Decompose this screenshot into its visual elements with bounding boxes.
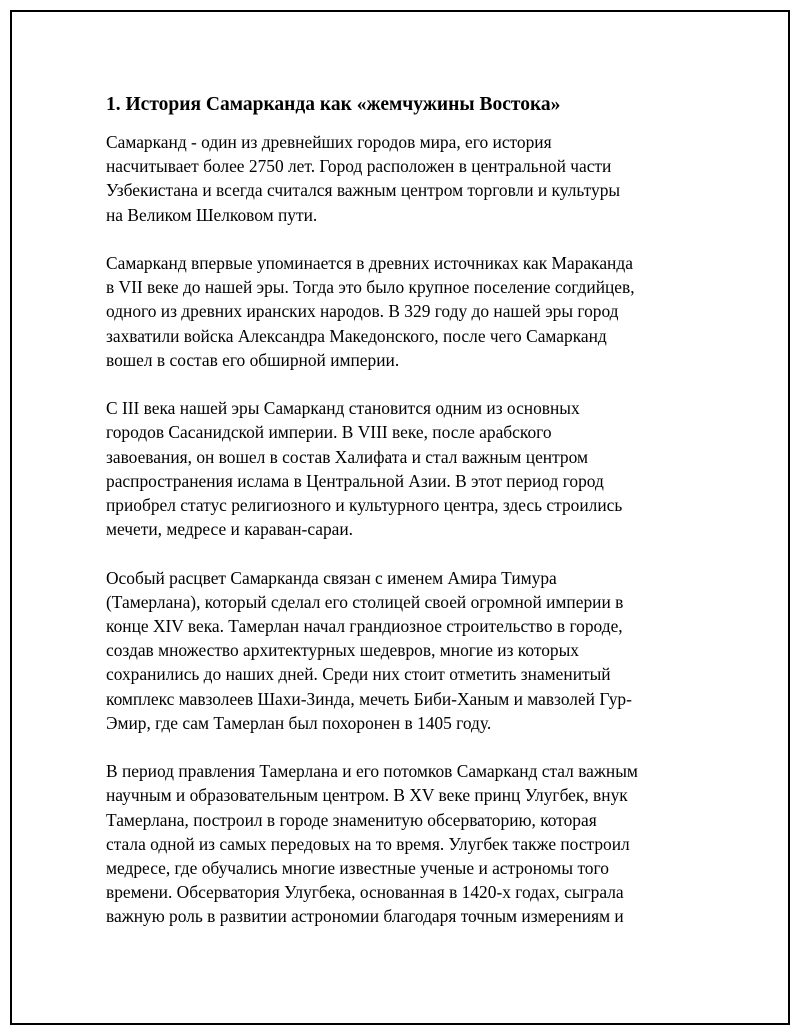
paragraph-4 xyxy=(106,566,686,735)
text-line: (Тамерлана), который сделал его столицей своей огромной империи в xyxy=(106,591,624,612)
paragraph-2 xyxy=(106,251,686,372)
text-line: важную роль в развитии астрономии благодаря точным измерениям и xyxy=(106,906,624,927)
text-line: создав множество архитектурных шедевров, многие из которых xyxy=(106,640,579,661)
text-line: одного из древних иранских народов. В 329 году до нашей эры город xyxy=(106,301,619,322)
text-line: сохранились до наших дней. Среди них стоит отметить знаменитый xyxy=(106,664,611,685)
text-line: стала одной из самых передовых на то время. Улугбек также построил xyxy=(106,833,630,854)
text-line: насчитывает более 2750 лет. Город расположен в центральной части xyxy=(106,156,612,177)
text-line: конце XIV века. Тамерлан начал грандиозное строительство в городе, xyxy=(106,616,623,637)
paragraph-1 xyxy=(106,130,686,227)
text-line: в VII веке до нашей эры. Тогда это было крупное поселение согдийцев, xyxy=(106,277,635,298)
text-line: захватили войска Александра Македонского, после чего Самарканд xyxy=(106,325,607,346)
text-line: Тамерлана, построил в городе знаменитую обсерваторию, которая xyxy=(106,809,597,830)
text-line: Эмир, где сам Тамерлан был похоронен в 1405 году. xyxy=(106,712,492,733)
text-line: приобрел статус религиозного и культурного центра, здесь строились xyxy=(106,495,623,516)
text-line: завоевания, он вошел в состав Халифата и стал важным центром xyxy=(106,446,588,467)
text-line: мечети, медресе и караван-сараи. xyxy=(106,519,354,540)
paragraph-5 xyxy=(106,759,686,928)
text-line: распространения ислама в Центральной Азии. В этот период город xyxy=(106,470,604,491)
text-line: Самарканд - один из древнейших городов мира, его история xyxy=(106,132,552,152)
text-line: Самарканд впервые упоминается в древних источниках как Мараканда xyxy=(106,253,633,273)
text-line: времени. Обсерватория Улугбека, основанная в 1420-х годах, сыграла xyxy=(106,882,624,903)
text-line: С III века нашей эры Самарканд становится одним из основных xyxy=(106,398,580,419)
text-line: на Великом Шелковом пути. xyxy=(106,204,318,225)
text-line: медресе, где обучались многие известные ученые и астрономы того xyxy=(106,858,609,879)
text-line: Узбекистана и всегда считался важным центром торговли и культуры xyxy=(106,180,621,201)
text-line: городов Сасанидской империи. В VIII веке, после арабского xyxy=(106,422,552,443)
text-line: В период правления Тамерлана и его потомков Самарканд стал важным xyxy=(106,761,638,782)
document-body xyxy=(106,93,686,953)
paragraph-3 xyxy=(106,396,686,541)
text-line: комплекс мавзолеев Шахи-Зинда, мечеть Биби-Ханым и мавзолей Гур- xyxy=(106,688,632,709)
section-heading: 1. История Самарканда как «жемчужины Востока» xyxy=(106,94,561,115)
text-line: Особый расцвет Самарканда связан с именем Амира Тимура xyxy=(106,567,557,588)
text-line: научным и образовательным центром. В XV веке принц Улугбек, внук xyxy=(106,785,628,806)
text-line: вошел в состав его обширной империи. xyxy=(106,349,400,370)
